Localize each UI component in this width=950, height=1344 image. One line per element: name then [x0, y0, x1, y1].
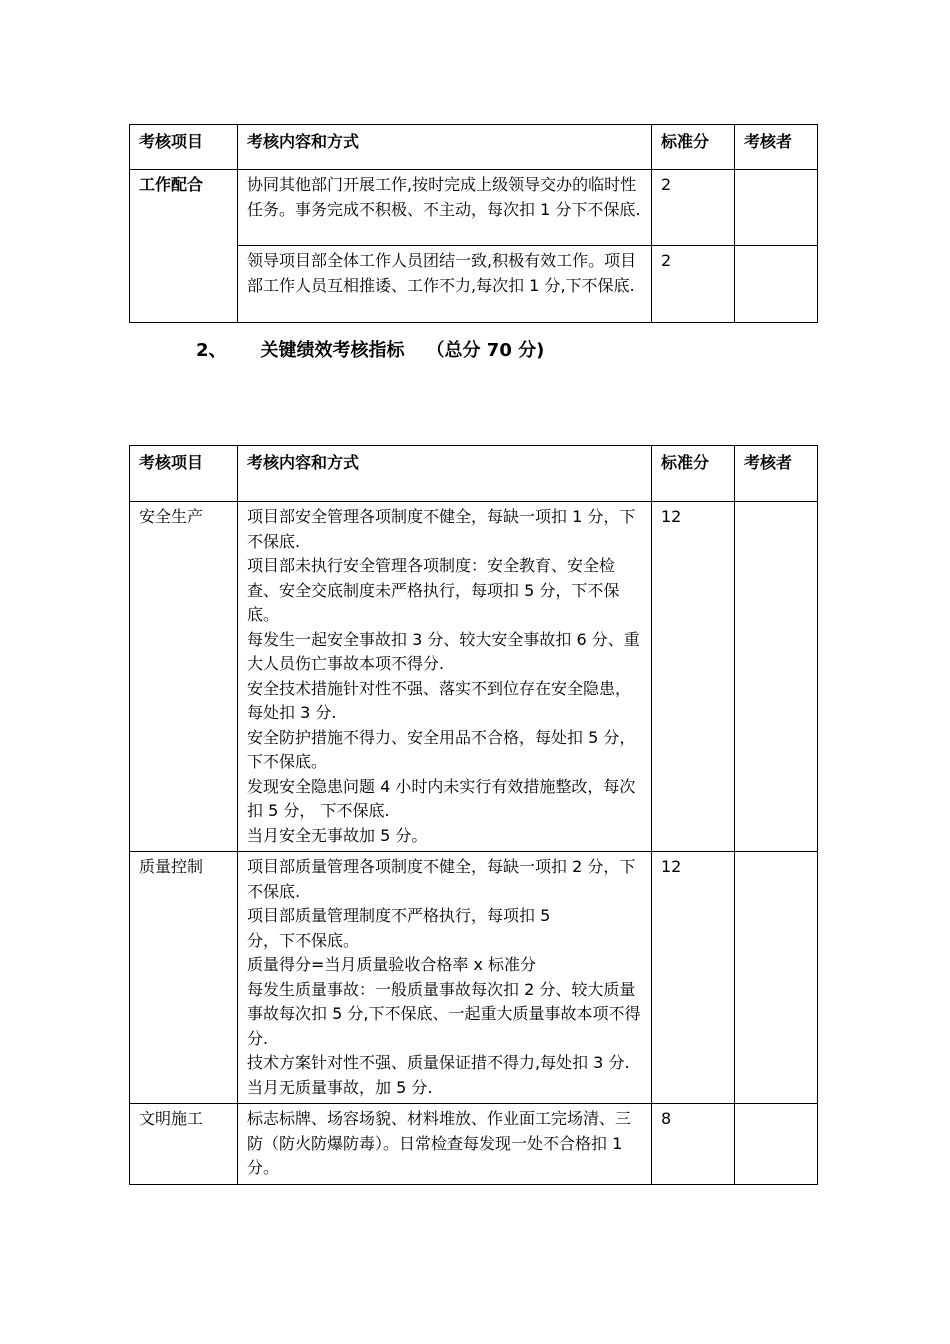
header-content: 考核内容和方式 [238, 446, 652, 502]
table-row [130, 852, 818, 1104]
content-line: 标志标牌、场容场貌、材料堆放、作业面工完场清、三防（防火防爆防毒）。日常检查每发现一处不合格扣 1 分。 [247, 1109, 632, 1177]
category-cell: 质量控制 [130, 852, 238, 1104]
content-line: 技术方案针对性不强、质量保证措不得力,每处扣 3 分.当月无质量事故，加 5 分. [247, 1053, 630, 1097]
category-cell: 工作配合 [130, 170, 238, 323]
content-cell: 领导项目部全体工作人员团结一致,积极有效工作。项目部工作人员互相推诿、工作不力,每次扣 1 分,下不保底. [238, 246, 652, 323]
category-cell: 安全生产 [130, 502, 238, 852]
kpi-table [129, 445, 818, 1185]
assessor-cell [735, 1104, 818, 1185]
header-assessor: 考核者 [735, 125, 818, 170]
assessor-cell [735, 852, 818, 1104]
heading-title: 关键绩效考核指标 [260, 340, 405, 361]
content-line: 安全技术措施针对性不强、落实不到位存在安全隐患，每处扣 3 分. [247, 678, 632, 722]
header-assessor: 考核者 [735, 446, 818, 502]
score-cell: 8 [652, 1104, 735, 1185]
heading-number: 2、 [196, 340, 227, 361]
content-line: 质量得分=当月质量验收合格率 x 标准分 [247, 955, 537, 974]
score-cell: 12 [652, 852, 735, 1104]
header-item: 考核项目 [130, 446, 238, 502]
assessor-cell [735, 502, 818, 852]
header-content: 考核内容和方式 [238, 125, 652, 170]
table-header-row [130, 125, 818, 170]
content-line: 项目部质量管理制度不严格执行，每项扣 5 [247, 906, 551, 925]
table-row [130, 502, 818, 852]
assessor-cell [735, 170, 818, 246]
header-item: 考核项目 [130, 125, 238, 170]
content-line: 项目部未执行安全管理各项制度：安全教育、安全检查、安全交底制度未严格执行，每项扣 5 分，下不保底。 [247, 556, 620, 624]
content-line: 每发生质量事故：一般质量事故每次扣 2 分、较大质量事故每次扣 5 分,下不保底、一起重大质量事故本项不得分. [247, 979, 641, 1048]
content-line: 项目部安全管理各项制度不健全，每缺一项扣 1 分，下不保底. [247, 507, 636, 551]
section-heading [196, 338, 544, 364]
score-cell: 2 [652, 246, 735, 323]
content-cell [238, 1104, 652, 1185]
header-score: 标准分 [652, 446, 735, 502]
content-line: 发现安全隐患问题 4 小时内未实行有效措施整改，每次扣 5 分， 下不保底. [247, 776, 636, 820]
table-row [130, 170, 818, 246]
assessor-cell [735, 246, 818, 323]
header-score: 标准分 [652, 125, 735, 170]
heading-total: （总分 70 分) [426, 340, 545, 361]
score-cell: 2 [652, 170, 735, 246]
content-cell [238, 852, 652, 1104]
content-line: 每发生一起安全事故扣 3 分、较大安全事故扣 6 分、重大人员伤亡事故本项不得分. [247, 629, 640, 673]
content-line: 分，下不保底。 [247, 930, 360, 950]
content-cell [238, 502, 652, 852]
content-line: 当月安全无事故加 5 分。 [247, 825, 428, 845]
score-cell: 12 [652, 502, 735, 852]
content-cell: 协同其他部门开展工作,按时完成上级领导交办的临时性任务。事务完成不积极、不主动，每次扣 1 分下不保底. [238, 170, 652, 246]
content-line: 项目部质量管理各项制度不健全，每缺一项扣 2 分，下不保底. [247, 857, 636, 901]
content-line: 安全防护措施不得力、安全用品不合格，每处扣 5 分， 下不保底。 [247, 727, 636, 771]
table-header-row [130, 446, 818, 502]
table-row [130, 1104, 818, 1185]
work-cooperation-table [129, 124, 818, 323]
category-cell: 文明施工 [130, 1104, 238, 1185]
